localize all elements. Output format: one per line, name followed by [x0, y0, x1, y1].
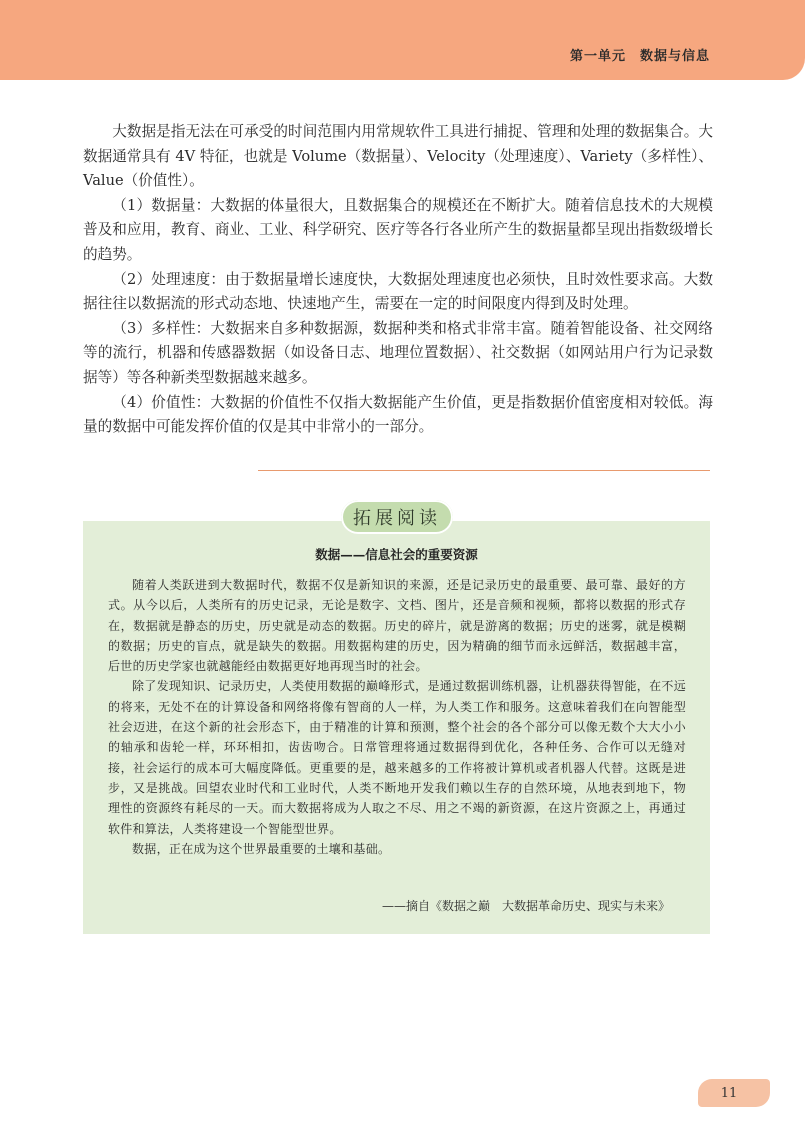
- extended-reading-tag: 拓展阅读: [341, 500, 453, 534]
- body-paragraph: 大数据是指无法在可承受的时间范围内用常规软件工具进行捕捉、管理和处理的数据集合。大数据通常具有 4V 特征，也就是 Volume（数据量）、Velocity（处理速度）、Variety（多样性）、Value（价值性）。: [83, 123, 713, 190]
- extended-reading-body: [108, 575, 686, 859]
- extended-reading-source: ——摘自《数据之巅 大数据革命历史、现实与未来》: [381, 899, 670, 913]
- body-paragraph: （3）多样性：大数据来自多种数据源，数据种类和格式非常丰富。随着智能设备、社交网络等的流行，机器和传感器数据（如设备日志、地理位置数据）、社交数据（如网站用户行为记录数据等）等各种新类型数据越来越多。: [83, 319, 713, 386]
- chapter-title: 第一单元 数据与信息: [569, 49, 710, 64]
- main-body: [83, 120, 713, 440]
- extended-reading-title: 数据——信息社会的重要资源: [315, 547, 478, 562]
- page-number: 11: [720, 1085, 738, 1101]
- extended-paragraph: 除了发现知识、记录历史，人类使用数据的巅峰形式，是通过数据训练机器，让机器获得智能，在不远的将来，无处不在的计算设备和网络将像有智商的人一样，为人类工作和服务。这意味着我们在向智能型社会迈进，在这个新的社会形态下，由于精准的计算和预测，整个社会的各个部分可以像无数个大大小小的轴承和齿轮一样，环环相扣，齿齿吻合。日常管理将通过数据得到优化，各种任务、合作可以无缝对接，社会运行的成本可大幅度降低。更重要的是，越来越多的工作将被计算机或者机器人代替。这既是进步，又是挑战。回望农业时代和工业时代，人类不断地开发我们赖以生存的自然环境，从地表到地下，物理性的资源终有耗尽的一天。而大数据将成为人取之不尽、用之不竭的新资源，在这片资源之上，再通过软件和算法，人类将建设一个智能型世界。: [108, 679, 686, 836]
- body-paragraph: （1）数据量：大数据的体量很大，且数据集合的规模还在不断扩大。随着信息技术的大规模普及和应用，教育、商业、工业、科学研究、医疗等各行各业所产生的数据量都呈现出指数级增长的趋势。: [83, 196, 713, 263]
- body-paragraph: （4）价值性：大数据的价值性不仅指大数据能产生价值，更是指数据价值密度相对较低。海量的数据中可能发挥价值的仅是其中非常小的一部分。: [83, 393, 713, 436]
- body-paragraph: （2）处理速度：由于数据量增长速度快，大数据处理速度也必须快，且时效性要求高。大数据往往以数据流的形式动态地、快速地产生，需要在一定的时间限度内得到及时处理。: [83, 270, 713, 313]
- extended-paragraph: 随着人类跃进到大数据时代，数据不仅是新知识的来源，还是记录历史的最重要、最可靠、最好的方式。从今以后，人类所有的历史记录，无论是数字、文档、图片，还是音频和视频，都将以数据的形式存在，数据就是静态的历史，历史就是动态的数据。历史的碎片，就是游离的数据；历史的迷雾，就是模糊的数据；历史的盲点，就是缺失的数据。用数据构建的历史，因为精确的细节而永远鲜活，数据越丰富，后世的历史学家也就越能经由数据更好地再现当时的社会。: [108, 578, 686, 674]
- header-band: [0, 0, 805, 80]
- section-divider: [258, 470, 710, 471]
- extended-paragraph: 数据，正在成为这个世界最重要的土壤和基础。: [132, 841, 391, 856]
